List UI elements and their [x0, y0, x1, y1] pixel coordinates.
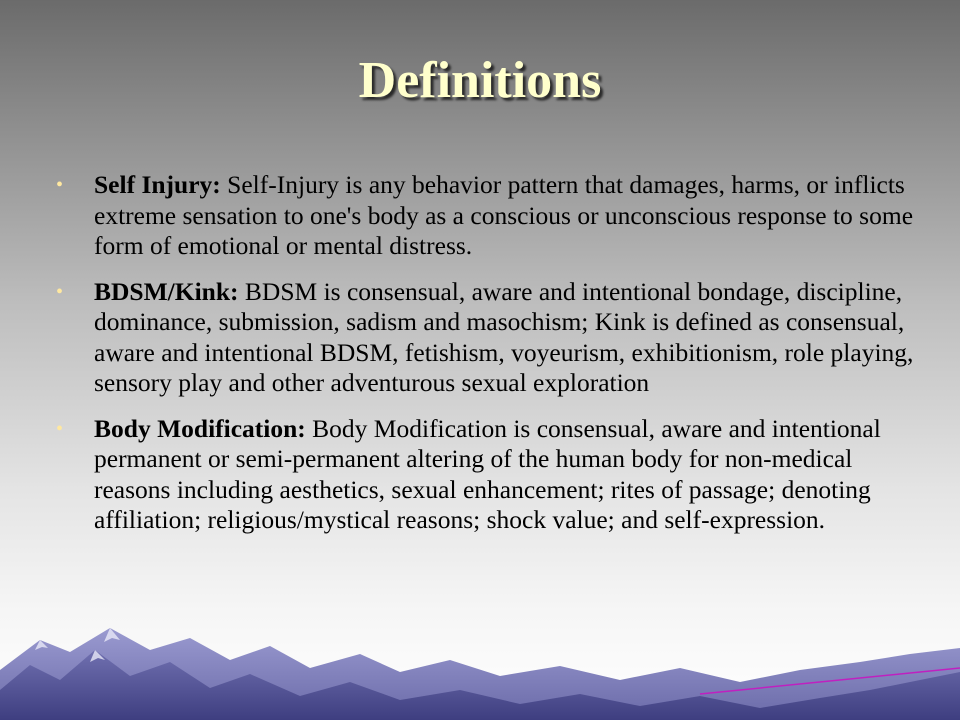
slide-title: Definitions [358, 52, 602, 109]
definition-term: Self Injury: [94, 170, 221, 199]
mountain-range-decoration [0, 610, 960, 720]
definition-self-injury [56, 170, 916, 262]
definition-text: Body Modification is consensual, aware and intentional permanent or semi-permanent altering of the human body for non-medical reasons including aesthetics, sexual enhancement; rites of passage; denoting affiliation; religious/mystical reasons; shock value; and self-expression. [94, 413, 881, 534]
bullet-marker: • [56, 174, 64, 196]
definition-bdsm-kink [56, 277, 916, 399]
definition-term: Body Modification: [94, 413, 306, 443]
definition-text: Self-Injury is any behavior pattern that damages, harms, or inflicts extreme sensation to one's body as a conscious or unconscious response to some form of emotional or mental distress. [94, 170, 914, 260]
definition-text: BDSM is consensual, aware and intentional bondage, discipline, dominance, submission, sadism and masochism; Kink is defined as consensual, aware and intentional BDSM, fetishism, voyeurism, exhibitionism, role playing, sensory play and other adventurous sexual exploration [94, 276, 914, 397]
definition-body-modification [56, 414, 916, 536]
bullet-marker: • [56, 417, 64, 440]
definition-list [56, 170, 916, 551]
definition-term: BDSM/Kink: [94, 276, 239, 306]
bullet-marker: • [56, 280, 64, 303]
